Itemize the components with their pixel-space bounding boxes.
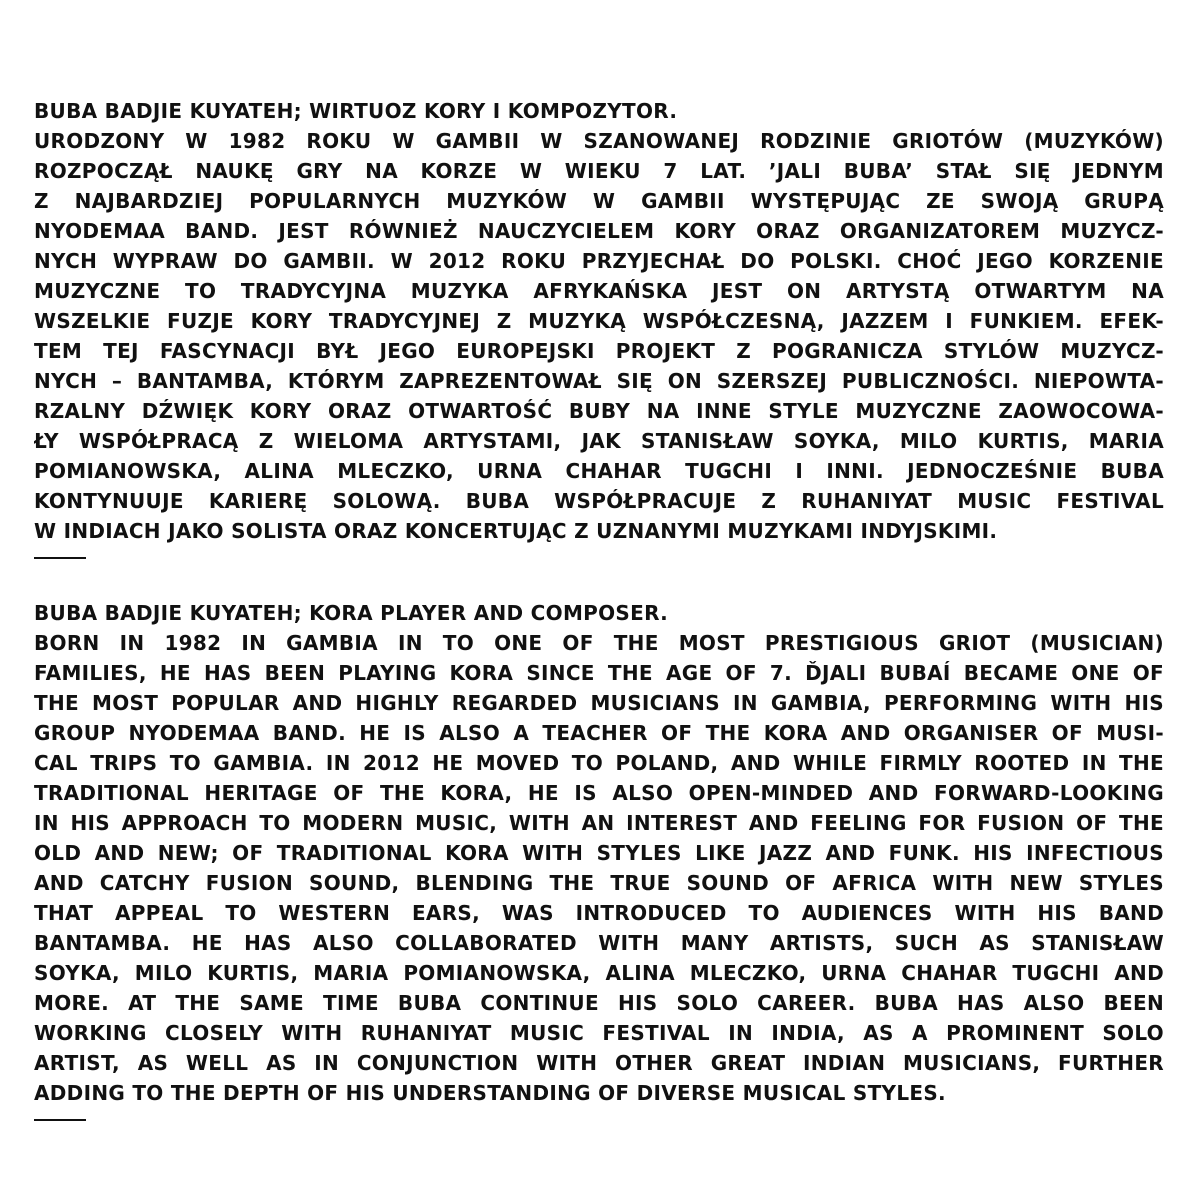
bio-english-line: THE MOST POPULAR AND HIGHLY REGARDED MUSICIANS IN GAMBIA, PERFORMING WITH HIS — [34, 691, 1164, 715]
bio-polish-line: URODZONY W 1982 ROKU W GAMBII W SZANOWANEJ RODZINIE GRIOTÓW (MUZYKÓW) — [34, 129, 1164, 153]
bio-polish-line: W INDIACH JAKO SOLISTA ORAZ KONCERTUJĄC Z UZNANYMI MUZYKAMI INDYJSKIMI. — [34, 519, 998, 543]
bio-polish-line: NYODEMAA BAND. JEST RÓWNIEŻ NAUCZYCIELEM KORY ORAZ ORGANIZATOREM MUZYCZ- — [34, 219, 1164, 243]
bio-polish-line: POMIANOWSKA, ALINA MLECZKO, URNA CHAHAR TUGCHI I INNI. JEDNOCZEŚNIE BUBA — [34, 459, 1164, 483]
bio-english-line: CAL TRIPS TO GAMBIA. IN 2012 HE MOVED TO POLAND, AND WHILE FIRMLY ROOTED IN THE — [34, 751, 1164, 775]
bio-english — [34, 598, 1164, 1121]
bio-english-line: TRADITIONAL HERITAGE OF THE KORA, HE IS ALSO OPEN-MINDED AND FORWARD-LOOKING — [34, 781, 1164, 805]
bio-polish-line: NYCH – BANTAMBA, KTÓRYM ZAPREZENTOWAŁ SIĘ ON SZERSZEJ PUBLICZNOŚCI. NIEPOWTA- — [34, 369, 1164, 393]
bio-polish-line: MUZYCZNE TO TRADYCYJNA MUZYKA AFRYKAŃSKA JEST ON ARTYSTĄ OTWARTYM NA — [34, 279, 1164, 303]
bio-polish-line: Z NAJBARDZIEJ POPULARNYCH MUZYKÓW W GAMBII WYSTĘPUJĄC ZE SWOJĄ GRUPĄ — [34, 189, 1164, 213]
section-divider — [34, 1119, 86, 1121]
bio-polish-line: RZALNY DŹWIĘK KORY ORAZ OTWARTOŚĆ BUBY NA INNE STYLE MUZYCZNE ZAOWOCOWA- — [34, 399, 1164, 423]
bio-english-line: ARTIST, AS WELL AS IN CONJUNCTION WITH OTHER GREAT INDIAN MUSICIANS, FURTHER — [34, 1051, 1164, 1075]
bio-polish-line: ROZPOCZĄŁ NAUKĘ GRY NA KORZE W WIEKU 7 LAT. ’JALI BUBA’ STAŁ SIĘ JEDNYM — [34, 159, 1164, 183]
bio-english-line: THAT APPEAL TO WESTERN EARS, WAS INTRODUCED TO AUDIENCES WITH HIS BAND — [34, 901, 1164, 925]
bio-english-line: IN HIS APPROACH TO MODERN MUSIC, WITH AN INTEREST AND FEELING FOR FUSION OF THE — [34, 811, 1164, 835]
bio-polish-line: TEM TEJ FASCYNACJI BYŁ JEGO EUROPEJSKI PROJEKT Z POGRANICZA STYLÓW MUZYCZ- — [34, 339, 1164, 363]
bio-english-line: OLD AND NEW; OF TRADITIONAL KORA WITH STYLES LIKE JAZZ AND FUNK. HIS INFECTIOUS — [34, 841, 1164, 865]
bio-polish-line: KONTYNUUJE KARIERĘ SOLOWĄ. BUBA WSPÓŁPRACUJE Z RUHANIYAT MUSIC FESTIVAL — [34, 489, 1164, 513]
bio-english-line: MORE. AT THE SAME TIME BUBA CONTINUE HIS SOLO CAREER. BUBA HAS ALSO BEEN — [34, 991, 1164, 1015]
bio-english-line: BORN IN 1982 IN GAMBIA IN TO ONE OF THE MOST PRESTIGIOUS GRIOT (MUSICIAN) — [34, 631, 1164, 655]
bio-polish-heading: BUBA BADJIE KUYATEH; WIRTUOZ KORY I KOMPOZYTOR. — [34, 99, 678, 123]
bio-english-line: GROUP NYODEMAA BAND. HE IS ALSO A TEACHER OF THE KORA AND ORGANISER OF MUSI- — [34, 721, 1164, 745]
section-divider — [34, 557, 86, 559]
bio-english-line: WORKING CLOSELY WITH RUHANIYAT MUSIC FESTIVAL IN INDIA, AS A PROMINENT SOLO — [34, 1021, 1164, 1045]
bio-english-line: ADDING TO THE DEPTH OF HIS UNDERSTANDING OF DIVERSE MUSICAL STYLES. — [34, 1081, 946, 1105]
bio-polish-line: ŁY WSPÓŁPRACĄ Z WIELOMA ARTYSTAMI, JAK STANISŁAW SOYKA, MILO KURTIS, MARIA — [34, 429, 1164, 453]
bio-english-line: BANTAMBA. HE HAS ALSO COLLABORATED WITH MANY ARTISTS, SUCH AS STANISŁAW — [34, 931, 1164, 955]
bio-english-line: AND CATCHY FUSION SOUND, BLENDING THE TRUE SOUND OF AFRICA WITH NEW STYLES — [34, 871, 1164, 895]
bio-polish-line: NYCH WYPRAW DO GAMBII. W 2012 ROKU PRZYJECHAŁ DO POLSKI. CHOĆ JEGO KORZENIE — [34, 249, 1164, 273]
bio-english-line: SOYKA, MILO KURTIS, MARIA POMIANOWSKA, ALINA MLECZKO, URNA CHAHAR TUGCHI AND — [34, 961, 1164, 985]
bio-polish-line: WSZELKIE FUZJE KORY TRADYCYJNEJ Z MUZYKĄ WSPÓŁCZESNĄ, JAZZEM I FUNKIEM. EFEK- — [34, 309, 1164, 333]
bio-english-heading: BUBA BADJIE KUYATEH; KORA PLAYER AND COMPOSER. — [34, 601, 669, 625]
bio-english-line: FAMILIES, HE HAS BEEN PLAYING KORA SINCE THE AGE OF 7. ĎJALI BUBAÍ BECAME ONE OF — [34, 661, 1164, 685]
bio-polish — [34, 96, 1164, 559]
